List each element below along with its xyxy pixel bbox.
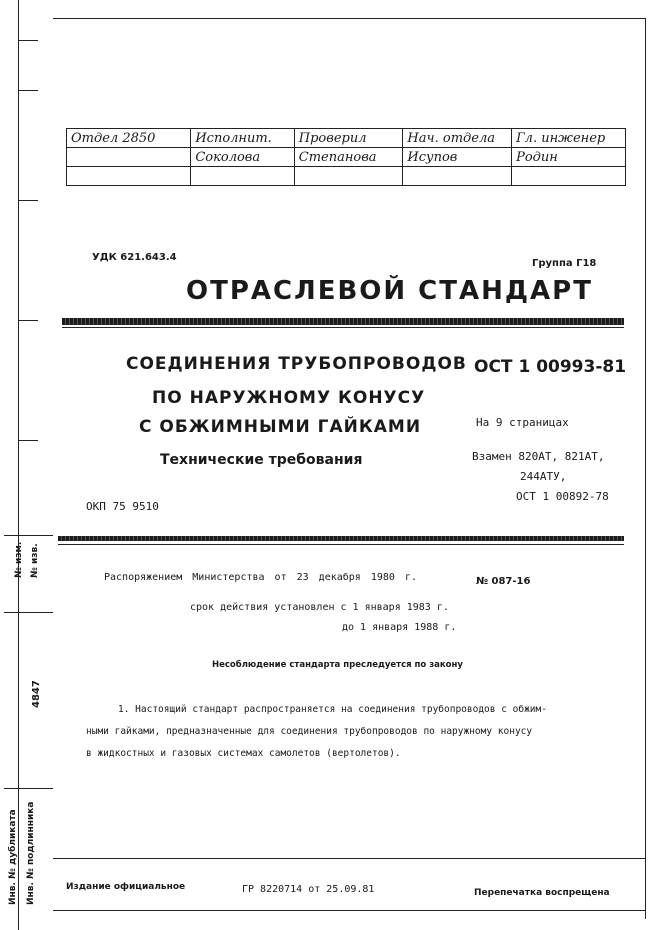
stamp-chief-label: Гл. инженер	[512, 129, 626, 148]
validity-from: срок действия установлен с 1 января 1983 г.	[190, 602, 449, 613]
replaces-line2: 244АТУ,	[520, 470, 567, 483]
stamp-executor: Соколова	[191, 148, 294, 167]
approval-stamp-table	[66, 128, 626, 186]
stamp-head-label: Нач. отдела	[403, 129, 512, 148]
page-title: ОТРАСЛЕВОЙ СТАНДАРТ	[186, 276, 593, 306]
stamp-executor-label: Исполнит.	[191, 129, 294, 148]
paragraph-line2: ными гайками, предназначенные для соединения трубопроводов по наружному конусу	[86, 726, 533, 737]
replaces-line3: ОСТ 1 00892-78	[516, 490, 609, 503]
footer-reprint: Перепечатка воспрещена	[474, 888, 610, 898]
okp-code: ОКП 75 9510	[86, 500, 159, 513]
doc-title-line3: С ОБЖИМНЫМИ ГАЙКАМИ	[139, 417, 422, 437]
margin-inv-number: 4847	[31, 680, 42, 708]
replaces-line1: Взамен 820АТ, 821АТ,	[472, 450, 605, 463]
title-rule	[62, 318, 624, 325]
standard-number: ОСТ 1 00993-81	[474, 357, 627, 377]
group-code: Группа Г18	[532, 258, 597, 269]
footer-gr: ГР 8220714 от 25.09.81	[242, 884, 375, 895]
doc-title-line2: ПО НАРУЖНОМУ КОНУСУ	[152, 388, 426, 408]
margin-change-no-1: № изм.	[14, 541, 24, 578]
pages-count: На 9 страницах	[476, 416, 569, 429]
stamp-checked: Степанова	[294, 148, 403, 167]
stamp-chief: Родин	[512, 148, 626, 167]
footer-rule-bottom	[53, 910, 645, 911]
stamp-empty	[67, 148, 191, 167]
margin-inv-duplicate: Инв. № дубликата	[8, 809, 18, 905]
stamp-dept: Отдел 2850	[67, 129, 191, 148]
separator-rule	[58, 536, 624, 541]
separator-rule-thin	[58, 544, 624, 545]
udk-code: УДК 621.643.4	[92, 252, 177, 263]
paragraph-line3: в жидкостных и газовых системах самолетов (вертолетов).	[86, 748, 401, 759]
order-text: Распоряжением Министерства от 23 декабря 1980 г.	[104, 572, 417, 583]
margin-inv-original: Инв. № подлинника	[26, 801, 36, 905]
paragraph-line1: 1. Настоящий стандарт распространяется на соединения трубопроводов с обжим-	[118, 704, 547, 715]
doc-title-line1: СОЕДИНЕНИЯ ТРУБОПРОВОДОВ	[126, 354, 467, 374]
law-notice: Несоблюдение стандарта преследуется по закону	[212, 660, 463, 670]
left-margin-strip	[4, 0, 53, 930]
footer-rule	[53, 858, 645, 859]
stamp-head: Исупов	[403, 148, 512, 167]
footer-edition: Издание официальное	[66, 882, 186, 892]
order-number: № 087-16	[476, 576, 531, 587]
stamp-checked-label: Проверил	[294, 129, 403, 148]
title-rule-thin	[62, 327, 624, 328]
validity-to: до 1 января 1988 г.	[342, 622, 457, 633]
doc-subtitle: Технические требования	[160, 452, 363, 468]
margin-change-no-2: № изв.	[30, 543, 40, 578]
